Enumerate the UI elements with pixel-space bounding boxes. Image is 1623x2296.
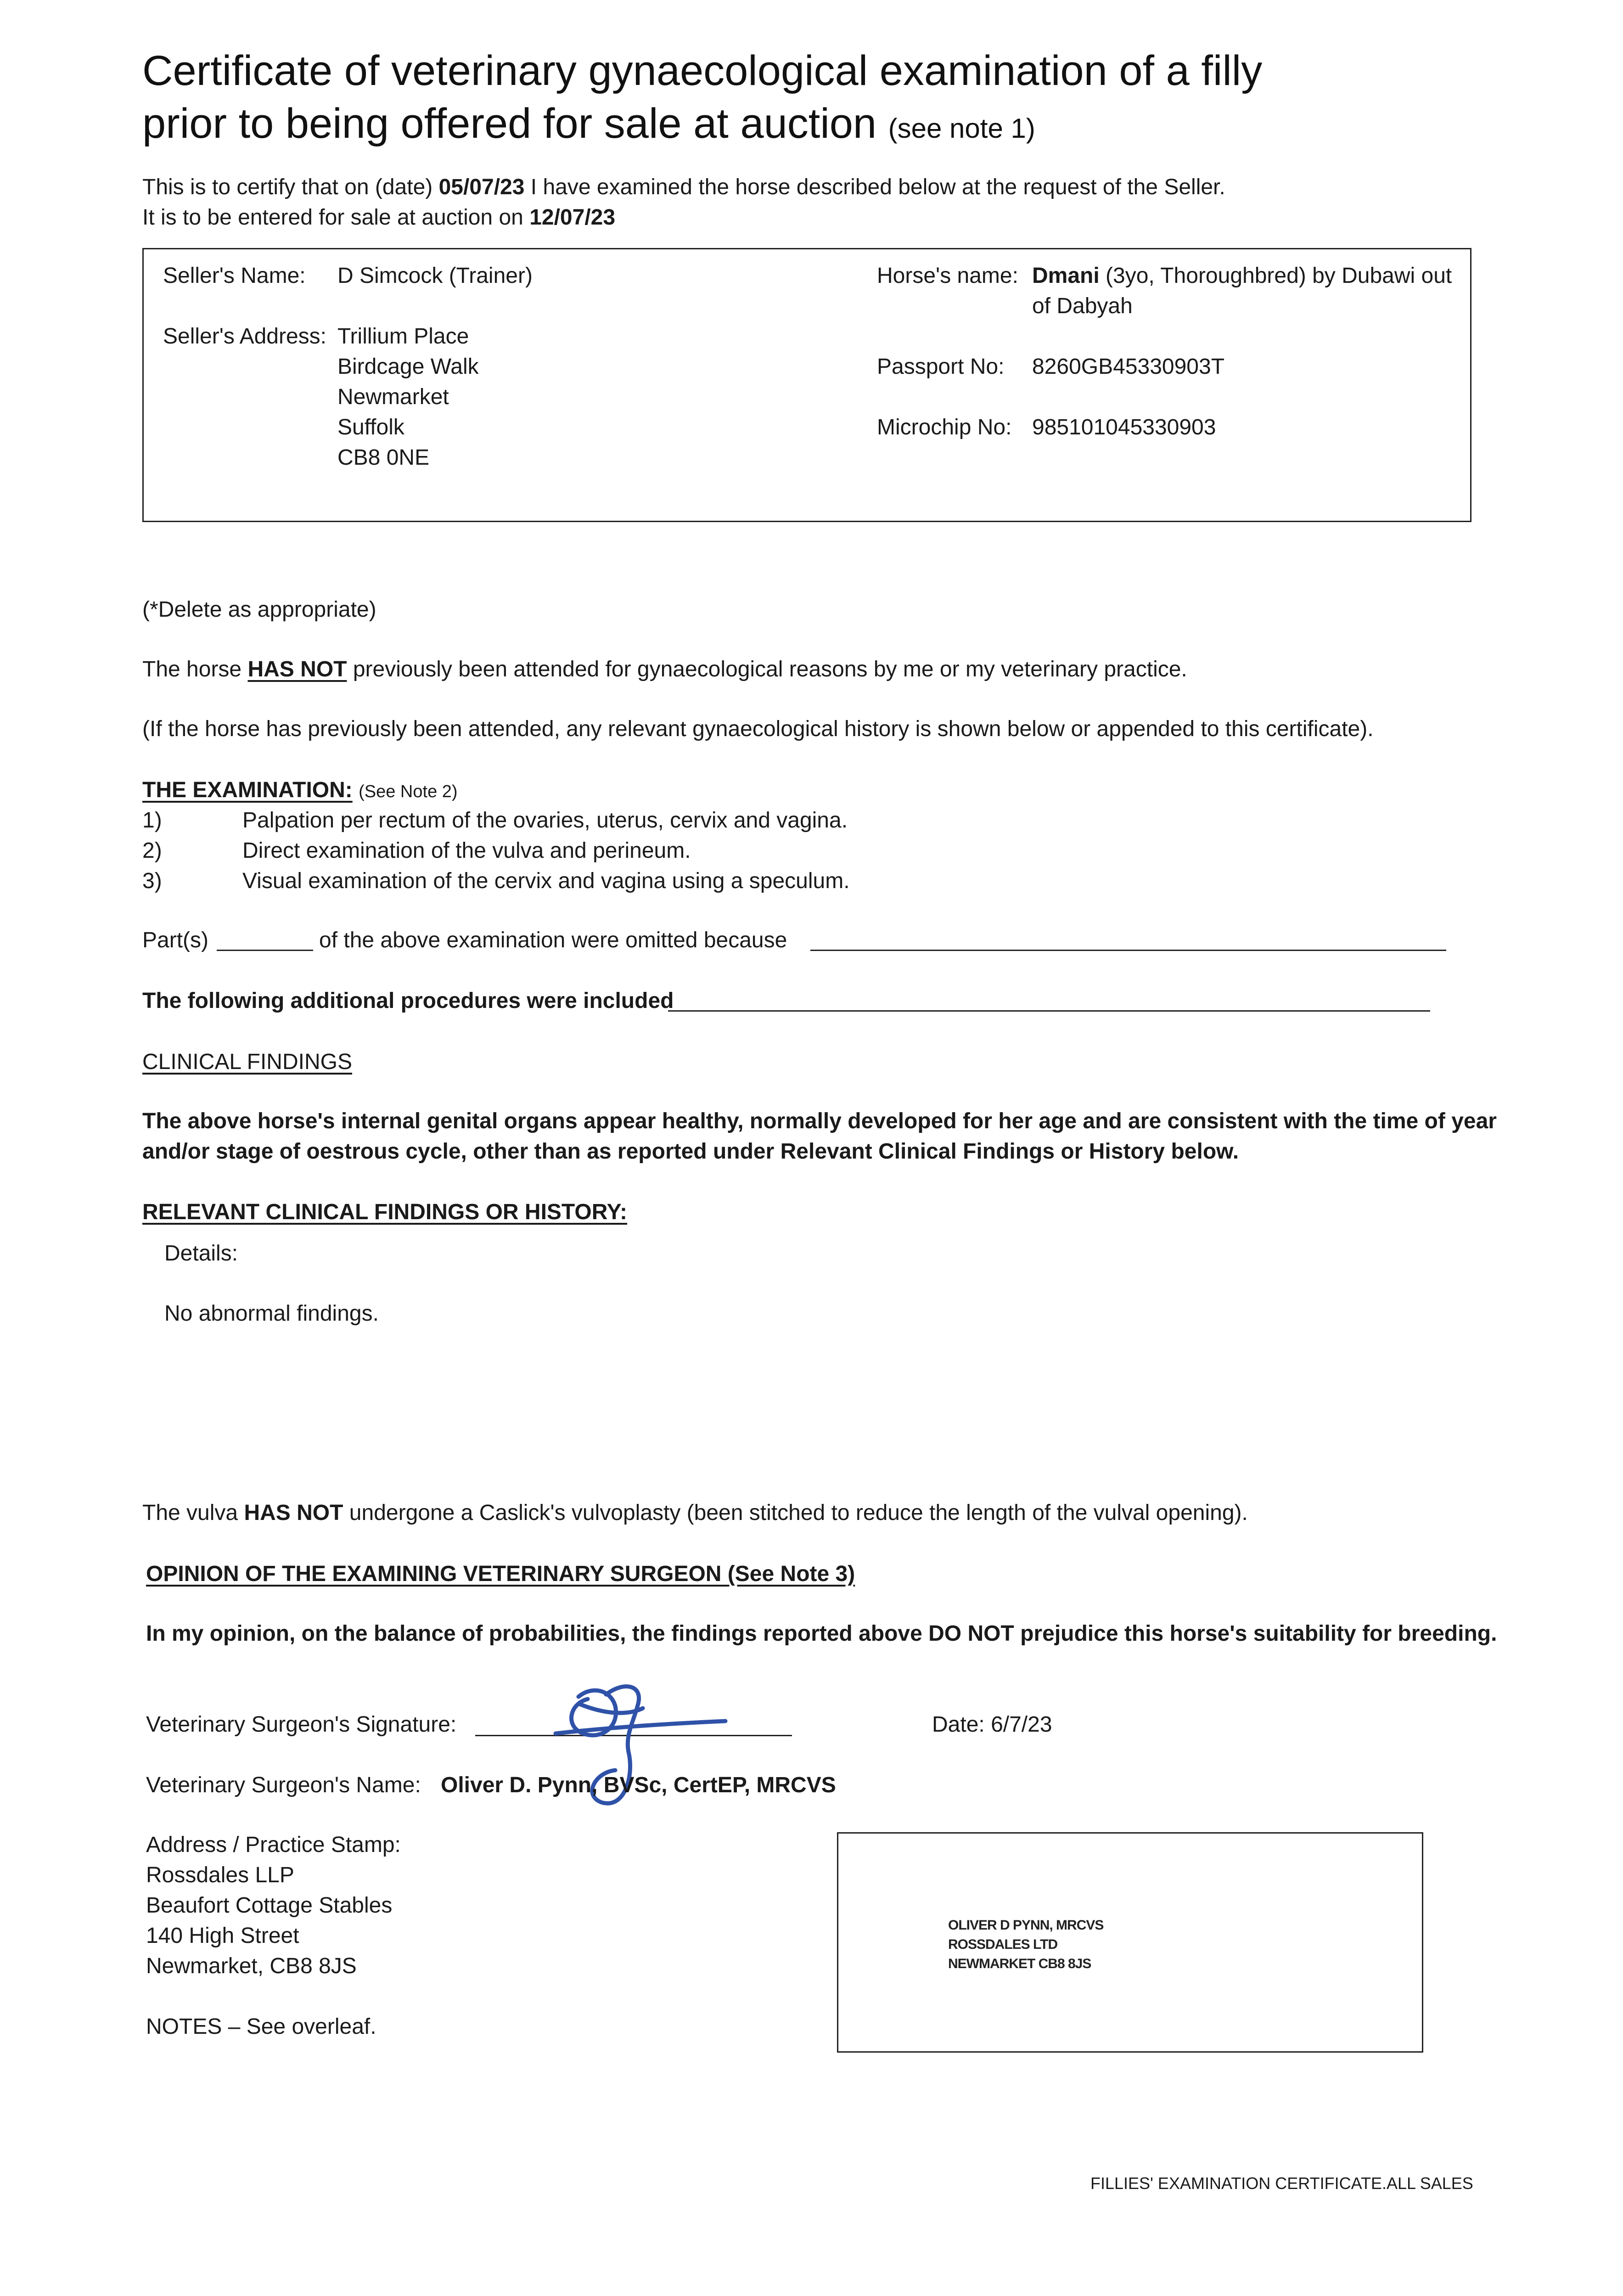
signature-date-line: [932, 1710, 1052, 1740]
certify-line-2: It is to be entered for sale at auction on 12/07/23: [142, 205, 616, 230]
opinion-text: In my opinion, on the balance of probabilities, the findings reported above DO NOT prejudice this horse's suitability for breeding.: [146, 1621, 1497, 1646]
horse-name-line: [1032, 261, 1452, 291]
vulva-status: HAS NOT: [244, 1501, 343, 1525]
notes-reference: NOTES – See overleaf.: [146, 2015, 376, 2039]
surgeon-name-label: Veterinary Surgeon's Name:: [146, 1773, 421, 1797]
signature-date: 6/7/23: [991, 1712, 1052, 1737]
examination-heading-line: [142, 775, 458, 807]
omitted-reason-label: of the above examination were omitted because: [319, 928, 787, 952]
additional-procedures-blank: [668, 1010, 1430, 1012]
surgeon-name: Oliver D. Pynn, BVSc, CertEP, MRCVS: [441, 1773, 836, 1797]
stamp-line: OLIVER D PYNN, MRCVS: [948, 1918, 1104, 1933]
title-note: (see note 1): [888, 113, 1035, 144]
address-line: Beaufort Cottage Stables: [146, 1893, 393, 1918]
exam-item-number: 1): [142, 808, 162, 833]
microchip-number: 985101045330903: [1032, 415, 1216, 439]
horse-description-cont: of Dabyah: [1032, 294, 1133, 318]
horse-name-label: Horse's name:: [877, 264, 1018, 288]
exam-date: 05/07/23: [438, 175, 525, 199]
seller-address-line: Trillium Place: [337, 324, 469, 349]
additional-procedures-label: The following additional procedures were included: [142, 989, 674, 1013]
attendance-status: HAS NOT: [247, 657, 347, 681]
omitted-parts-blank: [217, 950, 313, 951]
stamp-line: ROSSDALES LTD: [948, 1937, 1058, 1952]
delete-note: (*Delete as appropriate): [142, 597, 376, 622]
seller-address-line: Suffolk: [337, 415, 404, 439]
exam-item-number: 2): [142, 838, 162, 863]
omitted-label: Part(s): [142, 928, 208, 952]
history-note: (If the horse has previously been attended, any relevant gynaecological history is shown below or appended to this certificate).: [142, 717, 1374, 741]
relevant-history-heading: RELEVANT CLINICAL FINDINGS OR HISTORY:: [142, 1200, 628, 1224]
seller-address-line: CB8 0NE: [337, 445, 430, 470]
details-text: No abnormal findings.: [164, 1301, 379, 1326]
certify-line-1: This is to certify that on (date) 05/07/23 I have examined the horse described below at the request of the Seller.: [142, 175, 1225, 199]
certificate-title: Certificate of veterinary gynaecological examination of a filly: [142, 47, 1263, 94]
seller-name: D Simcock (Trainer): [337, 264, 533, 288]
vulva-statement: The vulva HAS NOT undergone a Caslick's vulvoplasty (been stitched to reduce the length of the vulval opening).: [142, 1501, 1248, 1525]
sale-date: 12/07/23: [529, 205, 616, 230]
address-line: Rossdales LLP: [146, 1863, 294, 1887]
seller-name-label: Seller's Name:: [163, 264, 306, 288]
address-line: Newmarket, CB8 8JS: [146, 1954, 357, 1978]
signature-mark: [551, 1671, 744, 1828]
seller-address-line: Newmarket: [337, 385, 449, 409]
practice-stamp: [948, 1916, 1103, 1974]
exam-item-number: 3): [142, 869, 162, 893]
passport-label: Passport No:: [877, 355, 1005, 379]
practice-stamp-box: [837, 1832, 1423, 2053]
horse-description: (3yo, Thoroughbred) by Dubawi out: [1106, 264, 1452, 288]
signature-date-label: Date:: [932, 1712, 985, 1737]
certificate-title-line2: prior to being offered for sale at auction (see note 1): [142, 100, 1035, 147]
exam-item-text: Palpation per rectum of the ovaries, uterus, cervix and vagina.: [242, 808, 848, 833]
examination-note: (See Note 2): [359, 782, 458, 801]
attendance-statement: The horse HAS NOT previously been attended for gynaecological reasons by me or my veterinary practice.: [142, 657, 1187, 681]
exam-item-text: Visual examination of the cervix and vagina using a speculum.: [242, 869, 850, 893]
passport-number: 8260GB45330903T: [1032, 355, 1225, 379]
stamp-line: NEWMARKET CB8 8JS: [948, 1956, 1091, 1971]
address-label: Address / Practice Stamp:: [146, 1833, 401, 1857]
signature-label: Veterinary Surgeon's Signature:: [146, 1712, 457, 1737]
horse-name: Dmani: [1032, 264, 1100, 288]
seller-address-label: Seller's Address:: [163, 324, 326, 349]
examination-heading: THE EXAMINATION:: [142, 778, 353, 802]
clinical-findings-text: The above horse's internal genital organs appear healthy, normally developed for her age and are consistent with the time of year: [142, 1109, 1497, 1133]
clinical-findings-heading: CLINICAL FINDINGS: [142, 1050, 352, 1074]
opinion-heading: OPINION OF THE EXAMINING VETERINARY SURGEON (See Note 3): [146, 1562, 855, 1586]
exam-item-text: Direct examination of the vulva and perineum.: [242, 838, 691, 863]
address-line: 140 High Street: [146, 1924, 299, 1948]
microchip-label: Microchip No:: [877, 415, 1012, 439]
clinical-findings-text-cont: and/or stage of oestrous cycle, other than as reported under Relevant Clinical Findings or History below.: [142, 1139, 1239, 1164]
seller-address-line: Birdcage Walk: [337, 355, 479, 379]
footer-form-id: FILLIES' EXAMINATION CERTIFICATE.ALL SALES: [1090, 2174, 1473, 2193]
omitted-reason-blank: [810, 950, 1446, 951]
details-label: Details:: [164, 1241, 238, 1266]
